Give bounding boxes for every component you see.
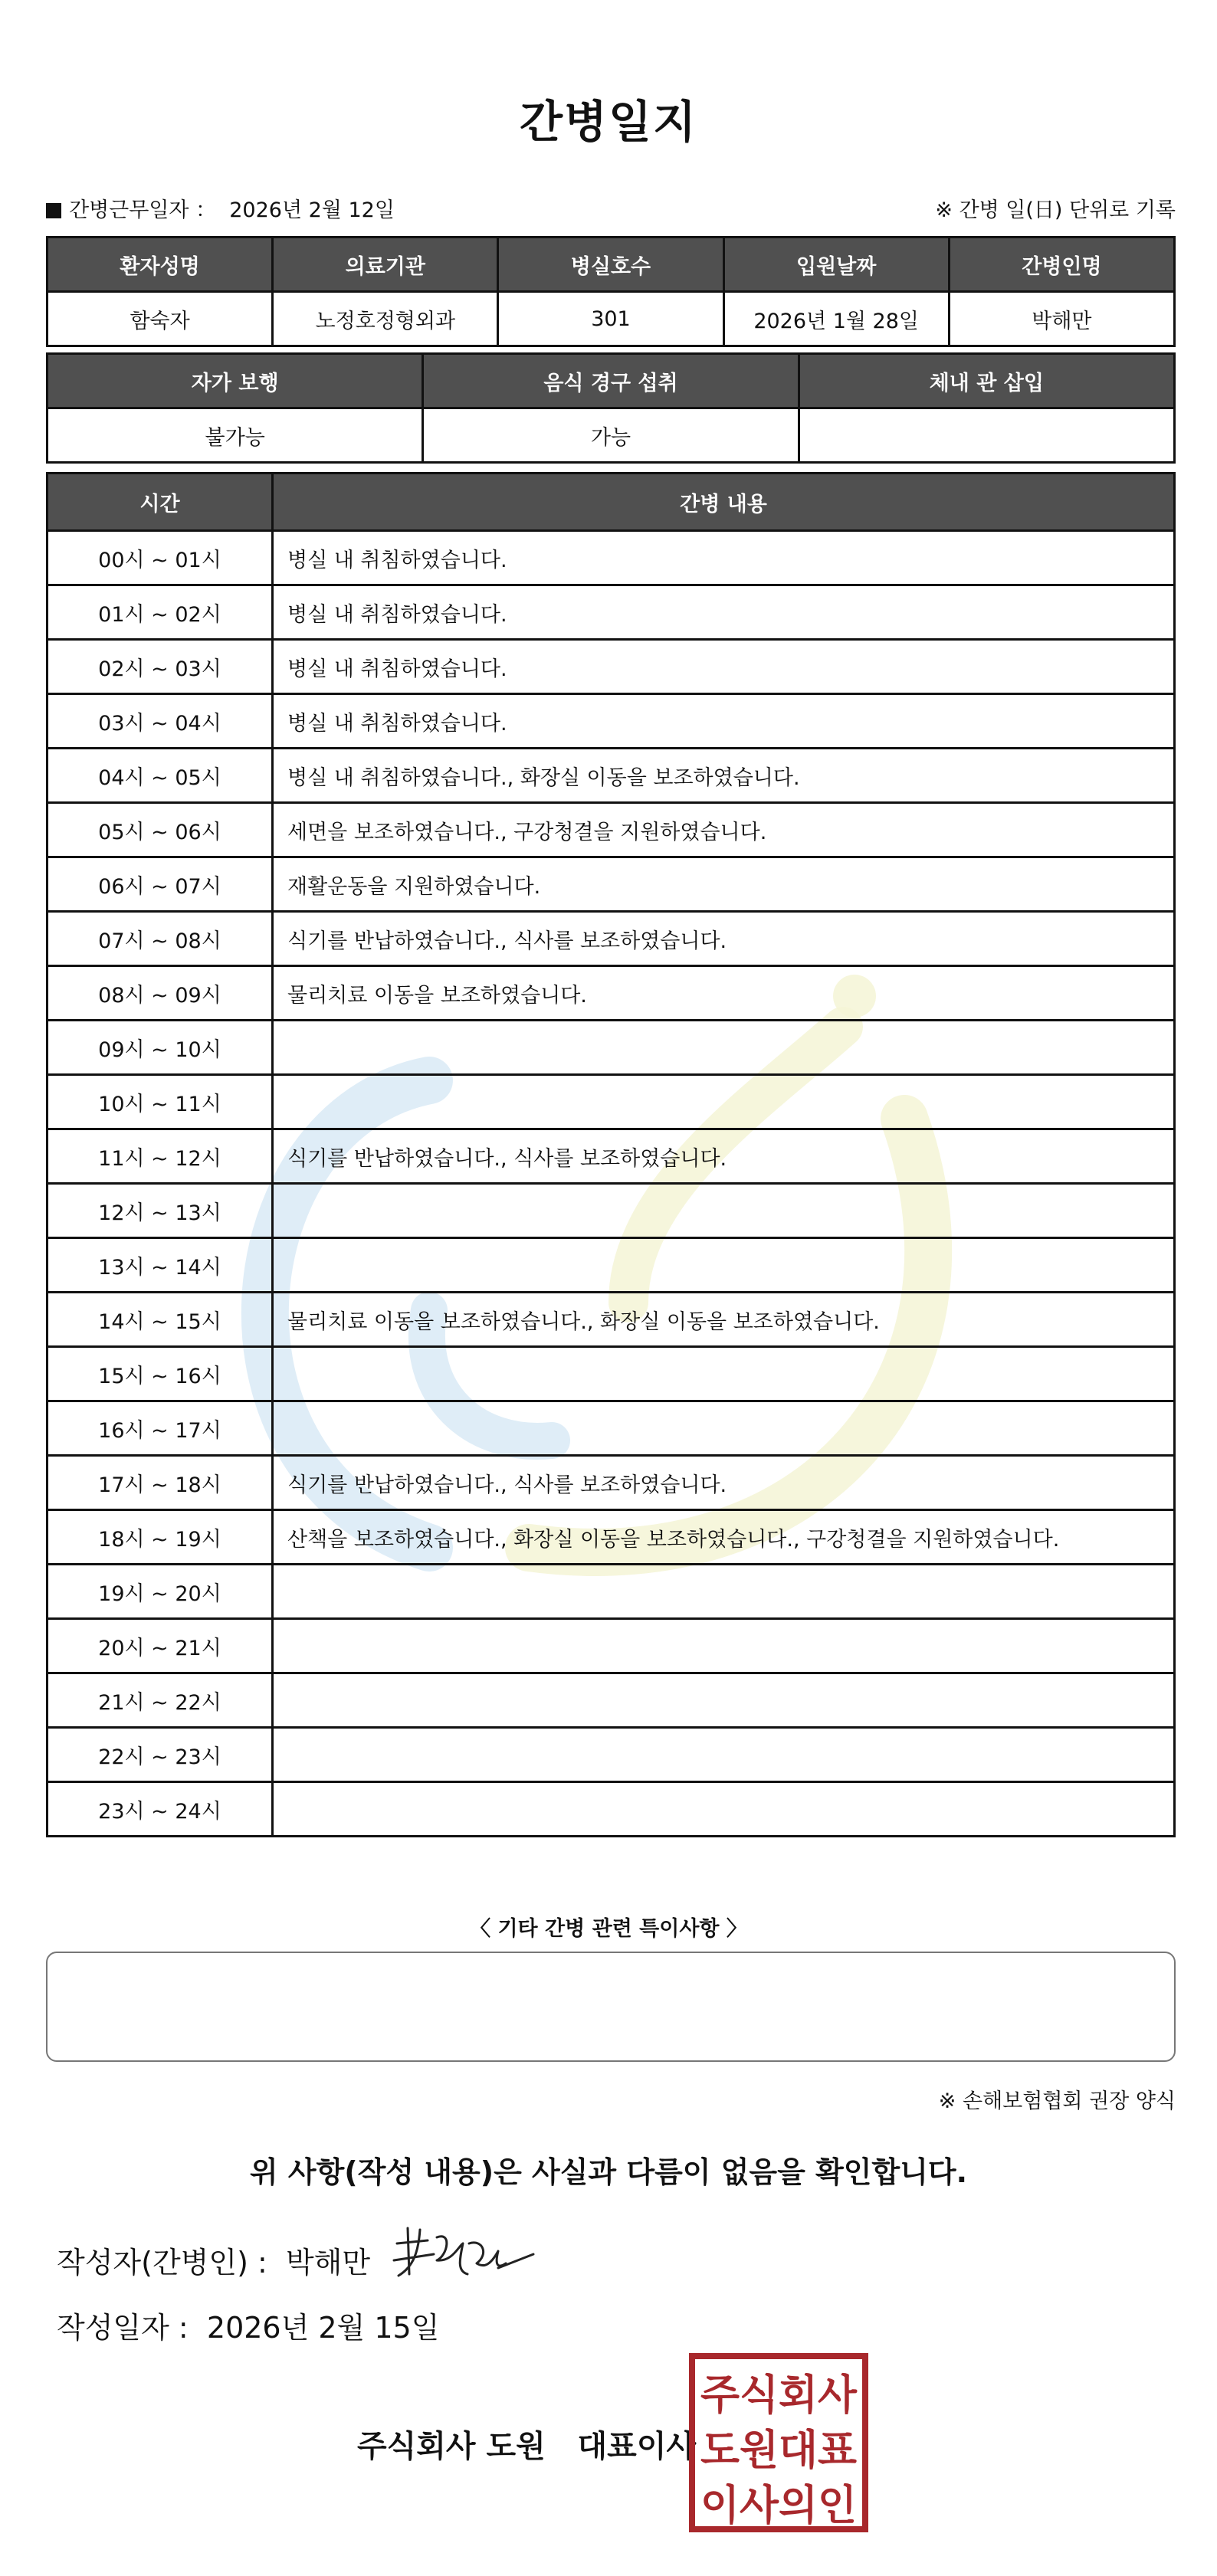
log-time: 16시 ~ 17시 bbox=[48, 1401, 273, 1456]
log-content: 물리치료 이동을 보조하였습니다., 화장실 이동을 보조하였습니다. bbox=[273, 1293, 1175, 1347]
log-header-row bbox=[48, 474, 1175, 531]
log-time: 19시 ~ 20시 bbox=[48, 1565, 273, 1619]
log-time: 20시 ~ 21시 bbox=[48, 1619, 273, 1673]
log-time: 21시 ~ 22시 bbox=[48, 1673, 273, 1728]
log-time: 08시 ~ 09시 bbox=[48, 966, 273, 1021]
patient-name: 함숙자 bbox=[48, 292, 273, 346]
svg-text:이사의인: 이사의인 bbox=[700, 2481, 857, 2529]
company-line: 주식회사 도원 대표이사 bbox=[357, 2429, 697, 2464]
log-content: 식기를 반납하였습니다., 식사를 보조하였습니다. bbox=[273, 912, 1175, 966]
log-time: 14시 ~ 15시 bbox=[48, 1293, 273, 1347]
log-row bbox=[48, 1347, 1175, 1401]
log-row bbox=[48, 694, 1175, 749]
writer-name: 박해만 bbox=[285, 2246, 371, 2279]
log-content bbox=[273, 1782, 1175, 1837]
svg-text:도원대표: 도원대표 bbox=[700, 2426, 857, 2474]
log-content: 세면을 보조하였습니다., 구강청결을 지원하였습니다. bbox=[273, 803, 1175, 857]
confirm-statement: 위 사항(작성 내용)은 사실과 다름이 없음을 확인합니다. bbox=[249, 2155, 968, 2189]
recommend-note: ※ 손해보험협회 권장 양식 bbox=[938, 2089, 1176, 2113]
self-walking-value: 불가능 bbox=[48, 408, 423, 463]
log-content bbox=[273, 1021, 1175, 1075]
log-row bbox=[48, 1401, 1175, 1456]
log-content: 병실 내 취침하였습니다. bbox=[273, 531, 1175, 585]
log-content bbox=[273, 1347, 1175, 1401]
log-row bbox=[48, 1565, 1175, 1619]
write-date-label: 작성일자 : bbox=[57, 2311, 189, 2345]
log-content: 병실 내 취침하였습니다. bbox=[273, 694, 1175, 749]
log-content bbox=[273, 1565, 1175, 1619]
header-room: 병실호수 bbox=[498, 238, 723, 292]
company-seal-stamp bbox=[688, 2352, 869, 2533]
log-time: 00시 ~ 01시 bbox=[48, 531, 273, 585]
log-content bbox=[273, 1673, 1175, 1728]
header-hospital: 의료기관 bbox=[273, 238, 498, 292]
tube-insertion-value bbox=[799, 408, 1174, 463]
writer-line bbox=[57, 2239, 370, 2281]
notes-title: 〈 기타 간병 관련 특이사항 〉 bbox=[470, 1917, 747, 1941]
page-title: 간병일지 bbox=[519, 96, 698, 148]
header-care-content: 간병 내용 bbox=[273, 474, 1175, 531]
care-log-table bbox=[46, 472, 1176, 1837]
log-time: 09시 ~ 10시 bbox=[48, 1021, 273, 1075]
log-time: 10시 ~ 11시 bbox=[48, 1075, 273, 1129]
header-time: 시간 bbox=[48, 474, 273, 531]
record-note: ※ 간병 일(日) 단위로 기록 bbox=[935, 198, 1176, 222]
work-date-label: 간병근무일자 ： bbox=[69, 198, 217, 222]
log-content bbox=[273, 1184, 1175, 1238]
square-bullet-icon bbox=[46, 203, 61, 218]
write-date-line bbox=[57, 2304, 439, 2346]
log-row bbox=[48, 1184, 1175, 1238]
log-row bbox=[48, 966, 1175, 1021]
log-time: 13시 ~ 14시 bbox=[48, 1238, 273, 1293]
log-time: 17시 ~ 18시 bbox=[48, 1456, 273, 1510]
work-date-block bbox=[46, 193, 395, 223]
log-row bbox=[48, 1238, 1175, 1293]
log-time: 06시 ~ 07시 bbox=[48, 857, 273, 912]
log-content: 물리치료 이동을 보조하였습니다. bbox=[273, 966, 1175, 1021]
log-row bbox=[48, 1782, 1175, 1837]
log-time: 02시 ~ 03시 bbox=[48, 640, 273, 694]
write-date-value: 2026년 2월 15일 bbox=[206, 2311, 440, 2345]
log-content bbox=[273, 1728, 1175, 1782]
log-row bbox=[48, 1619, 1175, 1673]
status-table bbox=[46, 352, 1176, 464]
log-row bbox=[48, 1673, 1175, 1728]
log-row bbox=[48, 1293, 1175, 1347]
log-row bbox=[48, 749, 1175, 803]
log-time: 01시 ~ 02시 bbox=[48, 585, 273, 640]
log-time: 22시 ~ 23시 bbox=[48, 1728, 273, 1782]
oral-intake-value: 가능 bbox=[423, 408, 799, 463]
notes-field[interactable] bbox=[46, 1952, 1176, 2062]
log-row bbox=[48, 1510, 1175, 1565]
log-row bbox=[48, 1021, 1175, 1075]
log-row bbox=[48, 803, 1175, 857]
log-row bbox=[48, 531, 1175, 585]
log-time: 04시 ~ 05시 bbox=[48, 749, 273, 803]
log-content bbox=[273, 1238, 1175, 1293]
hospital-name: 노정호정형외과 bbox=[273, 292, 498, 346]
log-time: 18시 ~ 19시 bbox=[48, 1510, 273, 1565]
patient-header-row bbox=[48, 238, 1175, 292]
log-row bbox=[48, 857, 1175, 912]
log-content bbox=[273, 1401, 1175, 1456]
log-row bbox=[48, 1075, 1175, 1129]
header-self-walking: 자가 보행 bbox=[48, 354, 423, 408]
patient-value-row bbox=[48, 292, 1175, 346]
log-content: 병실 내 취침하였습니다. bbox=[273, 585, 1175, 640]
header-caregiver: 간병인명 bbox=[949, 238, 1174, 292]
status-header-row bbox=[48, 354, 1175, 408]
work-date-value: 2026년 2월 12일 bbox=[229, 198, 395, 222]
log-content bbox=[273, 1075, 1175, 1129]
log-content: 병실 내 취침하였습니다., 화장실 이동을 보조하였습니다. bbox=[273, 749, 1175, 803]
log-row bbox=[48, 640, 1175, 694]
header-oral-intake: 음식 경구 섭취 bbox=[423, 354, 799, 408]
log-row bbox=[48, 1129, 1175, 1184]
header-patient-name: 환자성명 bbox=[48, 238, 273, 292]
log-time: 05시 ~ 06시 bbox=[48, 803, 273, 857]
handwritten-signature bbox=[383, 2220, 536, 2289]
log-content: 식기를 반납하였습니다., 식사를 보조하였습니다. bbox=[273, 1456, 1175, 1510]
log-time: 07시 ~ 08시 bbox=[48, 912, 273, 966]
writer-label: 작성자(간병인) : bbox=[57, 2246, 267, 2279]
log-time: 12시 ~ 13시 bbox=[48, 1184, 273, 1238]
room-number: 301 bbox=[498, 292, 723, 346]
svg-text:주식회사: 주식회사 bbox=[700, 2371, 858, 2419]
log-content: 식기를 반납하였습니다., 식사를 보조하였습니다. bbox=[273, 1129, 1175, 1184]
log-time: 23시 ~ 24시 bbox=[48, 1782, 273, 1837]
log-content bbox=[273, 1619, 1175, 1673]
patient-table bbox=[46, 236, 1176, 347]
log-row bbox=[48, 585, 1175, 640]
header-tube-insertion: 체내 관 삽입 bbox=[799, 354, 1174, 408]
log-time: 15시 ~ 16시 bbox=[48, 1347, 273, 1401]
log-content: 병실 내 취침하였습니다. bbox=[273, 640, 1175, 694]
log-row bbox=[48, 1456, 1175, 1510]
log-row bbox=[48, 1728, 1175, 1782]
log-row bbox=[48, 912, 1175, 966]
log-content: 산책을 보조하였습니다., 화장실 이동을 보조하였습니다., 구강청결을 지원하였습니다. bbox=[273, 1510, 1175, 1565]
log-content: 재활운동을 지원하였습니다. bbox=[273, 857, 1175, 912]
log-time: 11시 ~ 12시 bbox=[48, 1129, 273, 1184]
log-time: 03시 ~ 04시 bbox=[48, 694, 273, 749]
status-value-row bbox=[48, 408, 1175, 463]
admission-date: 2026년 1월 28일 bbox=[723, 292, 949, 346]
header-admission-date: 입원날짜 bbox=[723, 238, 949, 292]
caregiver-name: 박해만 bbox=[949, 292, 1174, 346]
